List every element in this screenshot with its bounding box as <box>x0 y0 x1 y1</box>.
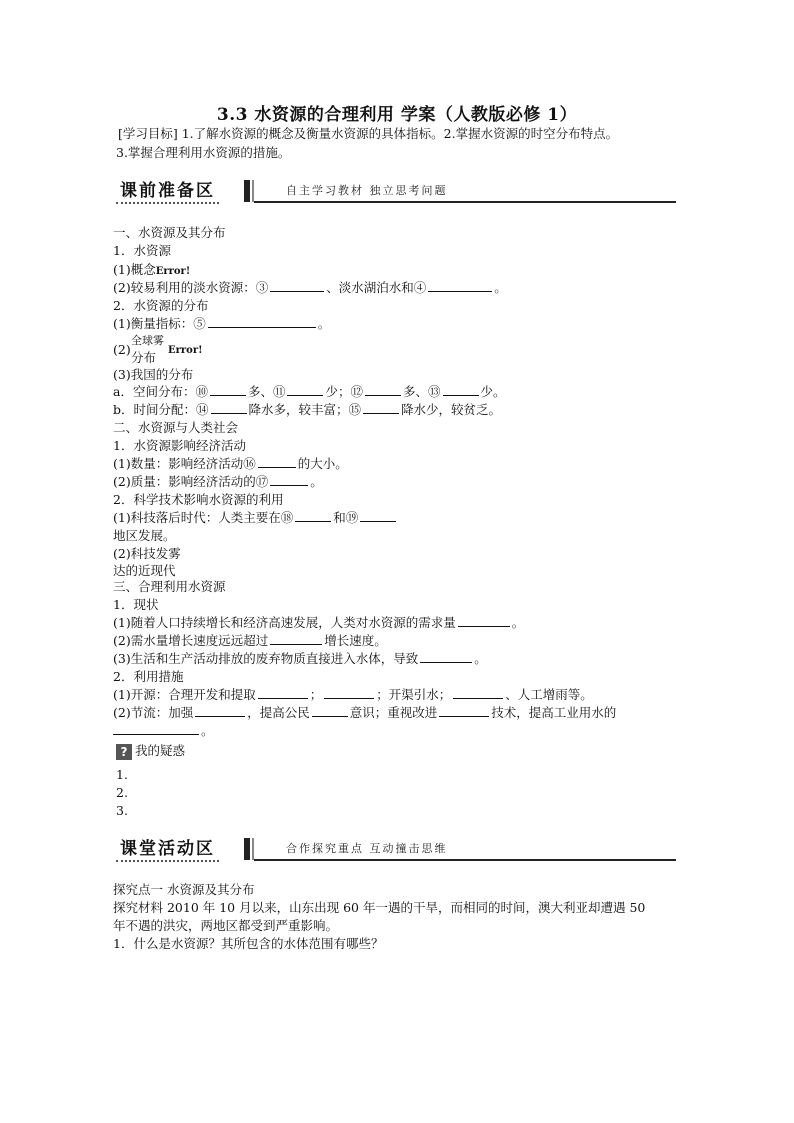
text: 多、⑬ <box>402 384 441 399</box>
objectives-line-1: [学习目标] 1.了解水资源的概念及衡量水资源的具体指标。2.掌握水资源的时空分布特点。 <box>118 126 619 141</box>
fill-blank[interactable] <box>295 510 331 522</box>
text: ； <box>309 687 323 702</box>
text: (2)质量：影响经济活动的⑰ <box>113 474 269 489</box>
fill-blank[interactable] <box>270 280 324 292</box>
fill-blank[interactable] <box>113 723 199 735</box>
fill-blank[interactable] <box>439 705 489 717</box>
section-banner-in-class <box>116 838 676 864</box>
text: ；开渠引水； <box>376 687 452 702</box>
concept-label: (1)概念 <box>113 262 156 277</box>
text: 。 <box>511 615 525 630</box>
fill-blank[interactable] <box>324 687 374 699</box>
text: (1)衡量指标：⑤ <box>113 316 206 331</box>
text: 降水少，较贫乏。 <box>401 402 502 417</box>
subheading-2-2: 2．科学技术影响水资源的利用 <box>113 492 284 507</box>
doubt-item-2[interactable]: 2. <box>116 785 128 800</box>
text: (1)随着人口持续增长和经济高速发展，人类对水资源的需求量 <box>113 615 456 630</box>
fresh-water-line <box>113 279 507 296</box>
text: 增长速度。 <box>324 633 387 648</box>
measure-open-line <box>113 686 593 703</box>
subheading-3-1: 1．现状 <box>113 597 159 612</box>
banner-bar <box>244 180 250 202</box>
objectives-line-2: 3.掌握合理利用水资源的措施。 <box>116 145 291 160</box>
fill-blank[interactable] <box>258 456 296 468</box>
explore-point: 探究点一 水资源及其分布 <box>113 882 255 897</box>
text: 技术，提高工业用水的 <box>491 705 617 720</box>
text: 。 <box>474 651 487 666</box>
measure-save-line <box>113 704 616 721</box>
concept-line <box>113 261 190 280</box>
question-icon: ? <box>116 744 132 760</box>
fill-blank[interactable] <box>453 687 503 699</box>
measure-save-line-cont <box>113 722 214 739</box>
doubt-item-1[interactable]: 1. <box>116 767 128 782</box>
quality-line <box>113 473 323 490</box>
quantity-line <box>113 455 348 472</box>
text: 。 <box>201 723 214 738</box>
text: 多、⑪ <box>247 384 286 399</box>
banner-subtitle: 自主学习教材 独立思考问题 <box>286 184 448 197</box>
explore-material-2: 年不遇的洪灾，两地区都受到严重影响。 <box>113 918 339 933</box>
section-heading-2: 二、水资源与人类社会 <box>113 420 239 435</box>
fill-blank[interactable] <box>420 651 472 663</box>
tech-line-2: (2)科技发雾 <box>113 546 181 561</box>
text: 意识；重视改进 <box>349 705 438 720</box>
banner-subtitle: 合作探究重点 互动撞击思维 <box>286 842 448 855</box>
tech-line-2-cont: 达的近现代 <box>113 563 176 578</box>
doubts-heading <box>116 742 185 760</box>
error-text: Error! <box>155 266 191 277</box>
text: ，提高公民 <box>247 705 310 720</box>
explore-question-1: 1．什么是水资源？其所包含的水体范围有哪些？ <box>113 936 384 951</box>
text: (3)生活和生产活动排放的废弃物质直接进入水体，导致 <box>113 651 419 666</box>
banner-rule <box>254 201 676 203</box>
section-heading-3: 三、合理利用水资源 <box>113 579 226 594</box>
text: 少；⑫ <box>325 384 363 399</box>
text: (1)科技落后时代：人类主要在⑱ <box>113 510 294 525</box>
fill-blank[interactable] <box>270 474 308 486</box>
subheading-2-1: 1．水资源影响经济活动 <box>113 438 246 453</box>
text: (2)较易利用的淡水资源：③ <box>113 280 269 295</box>
global-top: 全球雾 <box>131 334 164 347</box>
text: a．空间分布：⑩ <box>113 384 208 399</box>
text: (1)数量：影响经济活动⑯ <box>113 456 256 471</box>
subheading-1-2: 2．水资源的分布 <box>113 298 209 313</box>
subheading-3-2: 2．利用措施 <box>113 669 184 684</box>
fill-blank[interactable] <box>258 687 308 699</box>
text: 和⑲ <box>333 510 359 525</box>
text: 、人工增雨等。 <box>505 687 593 702</box>
subheading-1-1: 1．水资源 <box>113 243 171 258</box>
fill-blank[interactable] <box>287 384 323 396</box>
error-text: Error! <box>168 345 203 356</box>
fill-blank[interactable] <box>443 384 479 396</box>
space-line <box>113 383 506 400</box>
banner-bar <box>244 838 250 860</box>
doubt-item-3[interactable]: 3. <box>116 803 128 818</box>
doubts-label: 我的疑惑 <box>135 743 186 758</box>
global-bottom: 分布 <box>131 350 157 365</box>
text: 少。 <box>480 384 506 399</box>
fill-blank[interactable] <box>195 705 245 717</box>
time-line <box>113 401 501 418</box>
explore-material-1: 探究材料 2010 年 10 月以来，山东出现 60 年一遇的干旱，而相同的时间，澳大利亚却遭遇 50 <box>113 900 646 915</box>
banner-rule <box>254 859 676 861</box>
fill-blank[interactable] <box>360 510 396 522</box>
china-heading: (3)我国的分布 <box>113 367 194 382</box>
global-prefix: (2) <box>113 342 131 357</box>
banner-bar-thin <box>252 838 254 860</box>
text: (2)节流：加强 <box>113 705 194 720</box>
banner-bar-thin <box>252 180 254 202</box>
section-banner-pre-class <box>116 180 676 206</box>
fill-blank[interactable] <box>428 280 492 292</box>
text: 、淡水湖泊水和④ <box>326 280 427 295</box>
text: 降水多，较丰富；⑮ <box>248 402 362 417</box>
text: (1)开源：合理开发和提取 <box>113 687 256 702</box>
fill-blank[interactable] <box>208 316 316 328</box>
text: (2)需水量增长速度远远超过 <box>113 633 269 648</box>
text: 的大小。 <box>297 456 348 471</box>
fill-blank[interactable] <box>365 384 401 396</box>
fill-blank[interactable] <box>211 402 247 414</box>
status-line-2 <box>113 632 387 649</box>
text: 。 <box>494 280 507 295</box>
section-heading-1: 一、水资源及其分布 <box>113 225 226 240</box>
text: 。 <box>317 316 331 331</box>
tech-line-1-cont: 地区发展。 <box>113 528 176 543</box>
status-line-1 <box>113 614 524 631</box>
status-line-3 <box>113 650 487 667</box>
fill-blank[interactable] <box>363 402 399 414</box>
text: b．时间分配：⑭ <box>113 402 209 417</box>
page-title: 3.3 水资源的合理利用 学案（人教版必修 1） <box>216 105 578 125</box>
fill-blank[interactable] <box>210 384 246 396</box>
fill-blank[interactable] <box>270 633 322 645</box>
banner-label: 课前准备区 <box>116 180 219 204</box>
tech-line-1 <box>113 509 398 526</box>
measure-line <box>113 315 330 332</box>
fill-blank[interactable] <box>458 615 510 627</box>
text: 。 <box>310 474 323 489</box>
banner-label: 课堂活动区 <box>116 838 219 862</box>
fill-blank[interactable] <box>312 705 348 717</box>
